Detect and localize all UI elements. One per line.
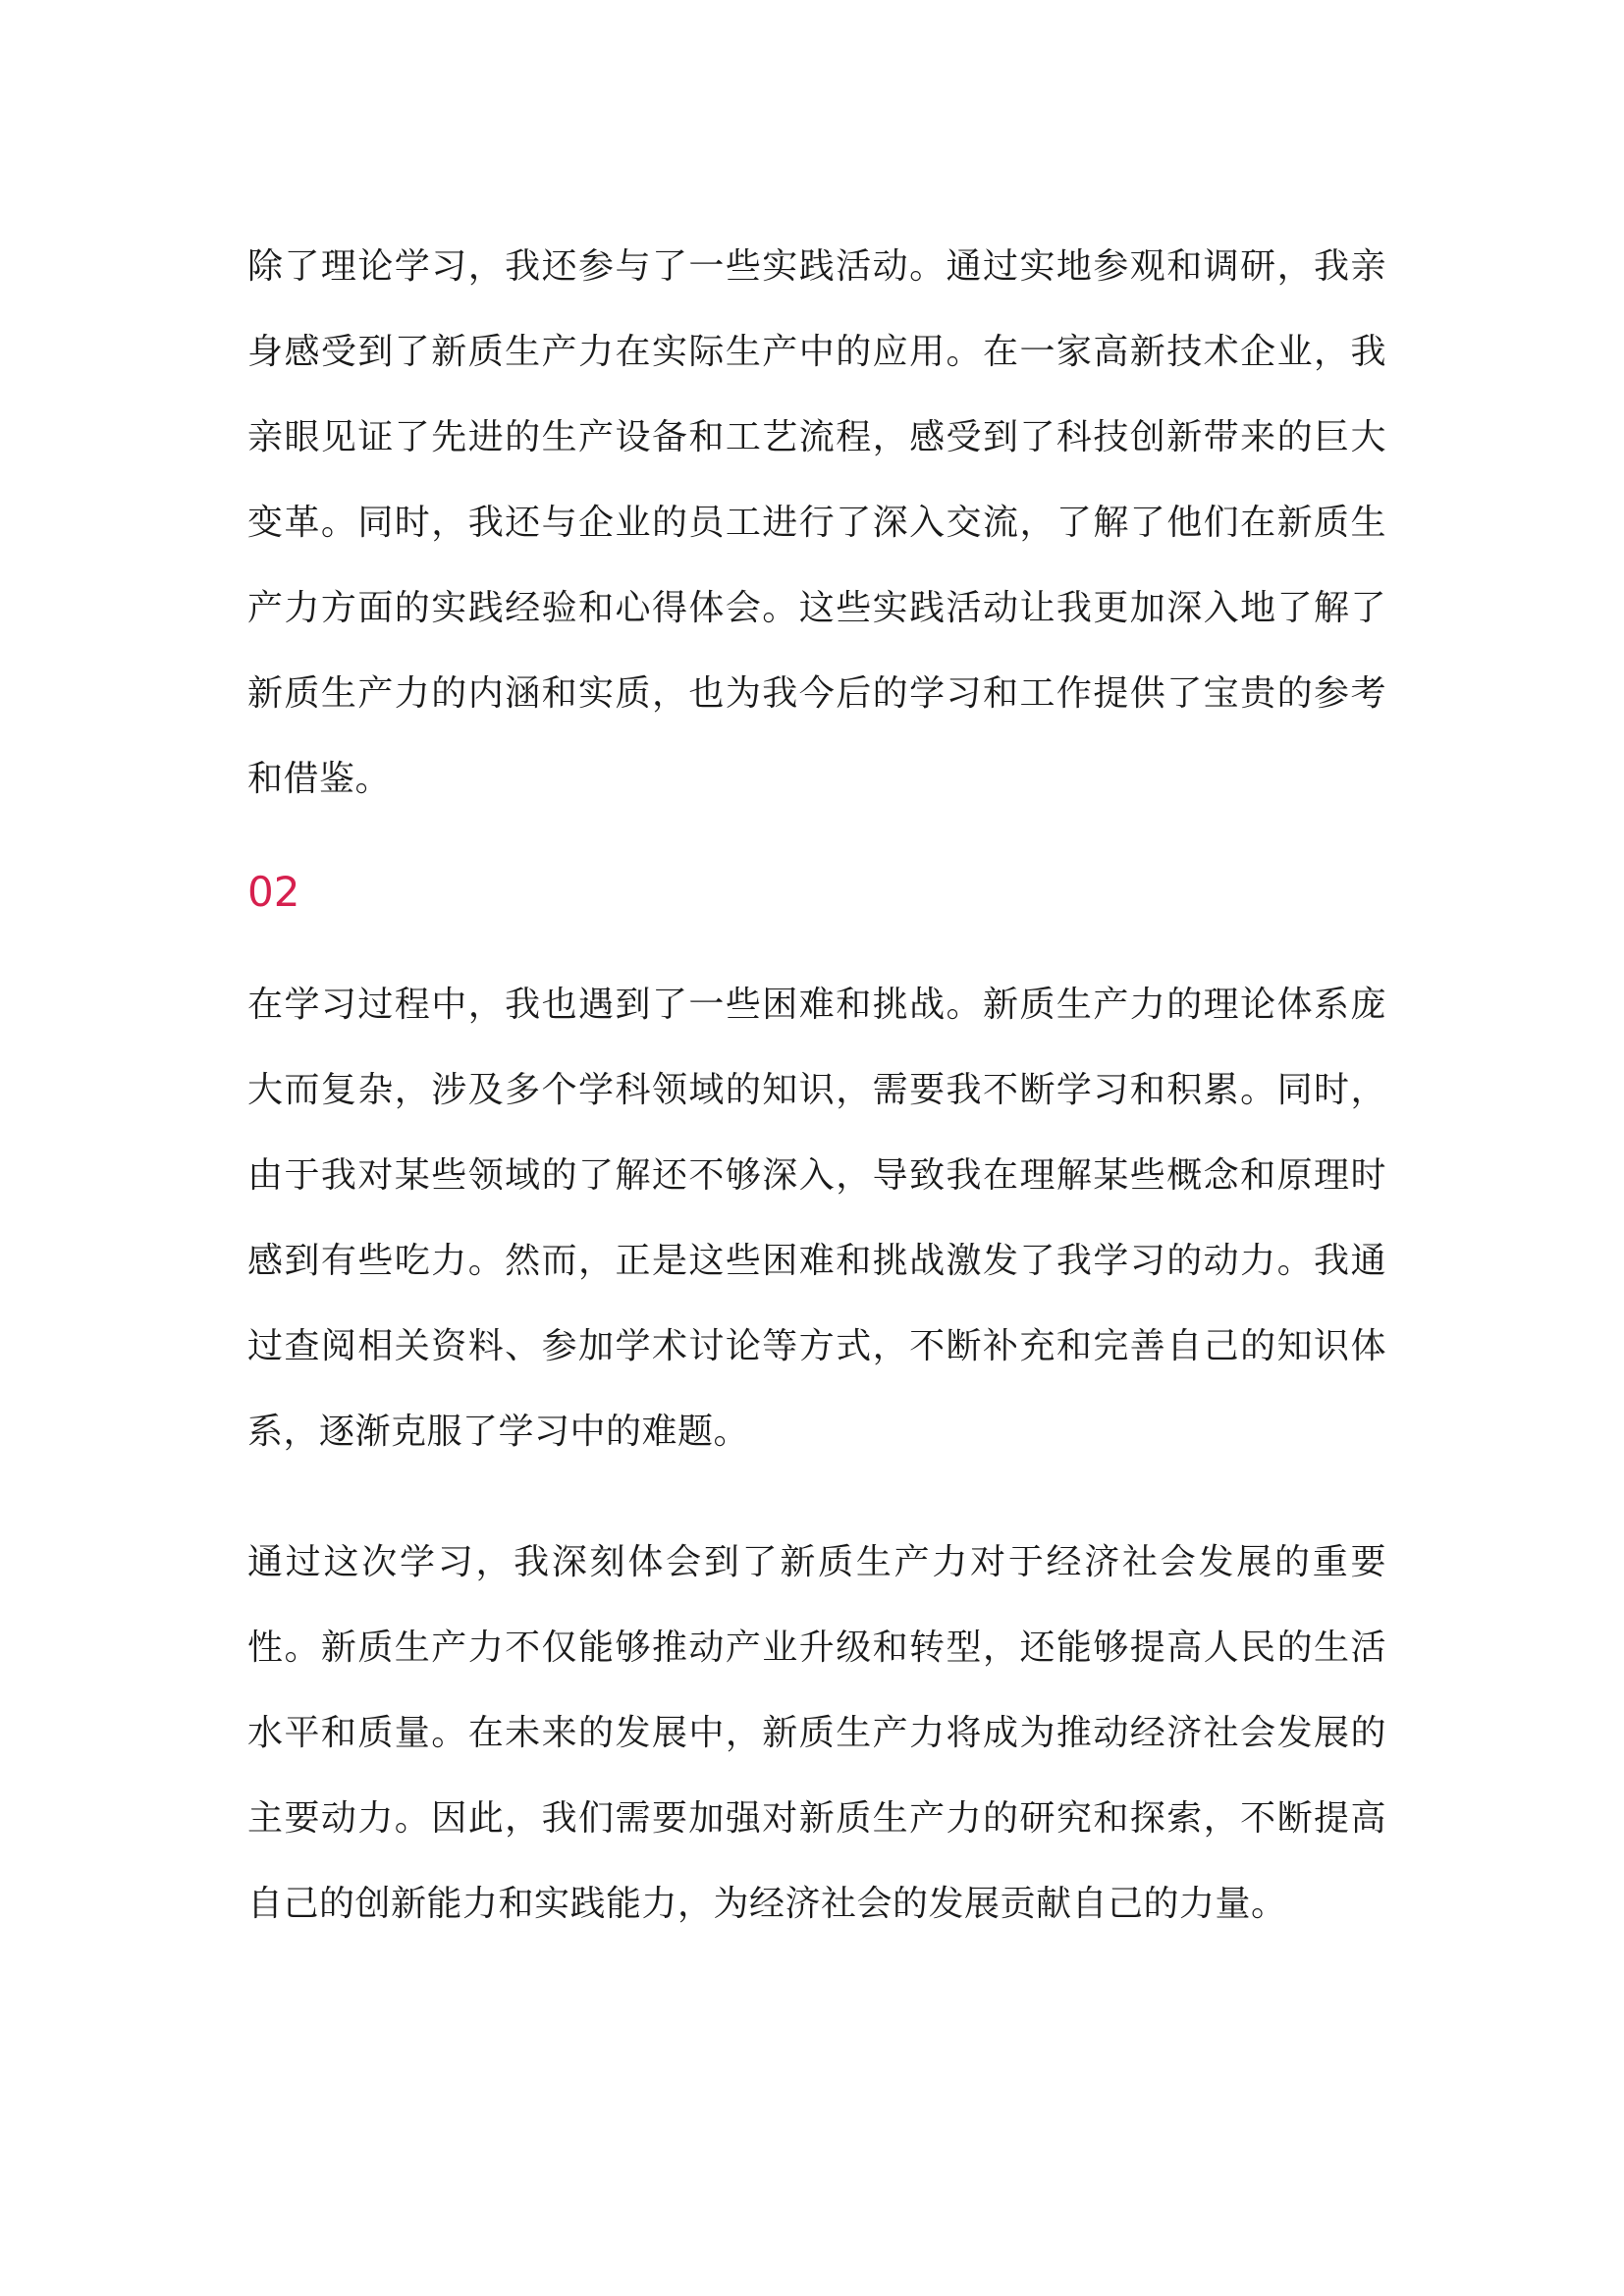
section-number: 02 (247, 868, 300, 916)
paragraph-difficulties: 在学习过程中，我也遇到了一些困难和挑战。新质生产力的理论体系庞大而复杂，涉及多个学科领域的知识，需要我不断学习和积累。同时，由于我对某些领域的了解还不够深入，导致我在理解某些概念和原理时感到有些吃力。然而，正是这些困难和挑战激发了我学习的动力。我通过查阅相关资料、参加学术讨论等方式，不断补充和完善自己的知识体系，逐渐克服了学习中的难题。 (247, 985, 1386, 1452)
document-body (247, 224, 1386, 1947)
paragraph-conclusion: 通过这次学习，我深刻体会到了新质生产力对于经济社会发展的重要性。新质生产力不仅能够推动产业升级和转型，还能够提高人民的生活水平和质量。在未来的发展中，新质生产力将成为推动经济社会发展的主要动力。因此，我们需要加强对新质生产力的研究和探索，不断提高自己的创新能力和实践能力，为经济社会的发展贡献自己的力量。 (247, 1542, 1386, 1924)
paragraph-practice-activities: 除了理论学习，我还参与了一些实践活动。通过实地参观和调研，我亲身感受到了新质生产力在实际生产中的应用。在一家高新技术企业，我亲眼见证了先进的生产设备和工艺流程，感受到了科技创新带来的巨大变革。同时，我还与企业的员工进行了深入交流，了解了他们在新质生产力方面的实践经验和心得体会。这些实践活动让我更加深入地了解了新质生产力的内涵和实质，也为我今后的学习和工作提供了宝贵的参考和借鉴。 (247, 246, 1386, 799)
